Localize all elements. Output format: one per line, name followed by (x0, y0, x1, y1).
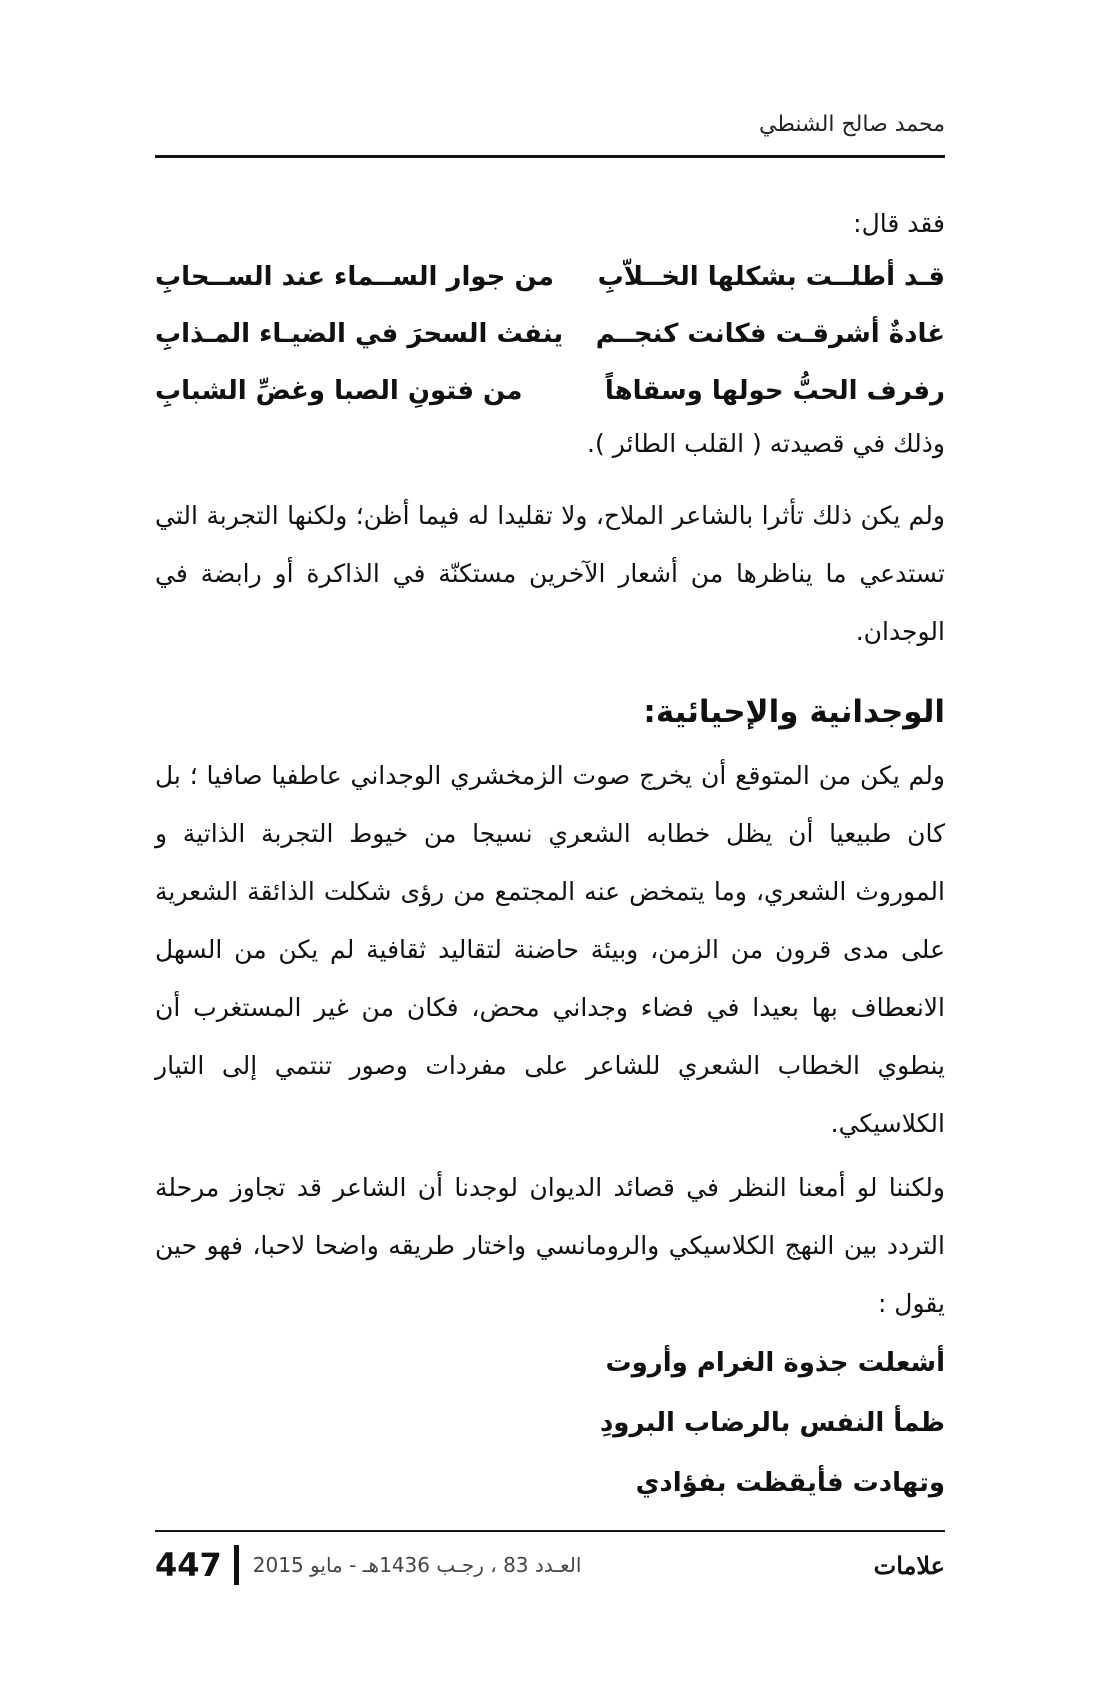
verse-first-hemistich: قـد أطلــت بشكلها الخــلاّبِ (597, 261, 945, 292)
poem-line: ظمأ النفس بالرضاب البرودِ (599, 1408, 945, 1438)
verse-second-hemistich: من جوار الســماء عند الســحابِ (155, 261, 554, 292)
paragraph: ولكننا لو أمعنا النظر في قصائد الديوان لوجدنا أن الشاعر قد تجاوز مرحلة التردد بين النهج الكلاسيكي والرومانسي واختار طريقه واضحا لاحبا، فهو حين يقول : (155, 1173, 945, 1318)
poem-block (155, 1333, 945, 1513)
page-number: 447 (155, 1545, 239, 1585)
issue-info: العـدد 83 ، رجـب 1436هـ - مايو 2015 (252, 1553, 582, 1577)
verse-second-hemistich: ينفث السحرَ في الضيـاء المـذابِ (155, 318, 564, 349)
paragraph: ولم يكن ذلك تأثرا بالشاعر الملاح، ولا تقليدا له فيما أظن؛ ولكنها التجربة التي تستدعي ما يناظرها من أشعار الآخرين مستكنّة في الذاكرة أو رابضة في الوجدان. (155, 501, 945, 646)
header-rule (155, 155, 945, 158)
running-header-author: محمد صالح الشنطي (759, 112, 945, 137)
verse-first-hemistich: رفرف الحبُّ حولها وسقاهاً (604, 375, 945, 406)
section-heading: الوجدانية والإحيائية: (643, 694, 945, 730)
footer-rule (155, 1530, 945, 1532)
intro-line: فقد قال: (853, 209, 945, 238)
journal-logo: علامات (873, 1550, 945, 1580)
verse-second-hemistich: من فتونِ الصبا وغضِّ الشبابِ (155, 375, 523, 406)
poem-line: أشعلت جذوة الغرام وأروت (605, 1348, 945, 1378)
source-note: وذلك في قصيدته ( القلب الطائر ). (587, 429, 945, 458)
poem-line: وتهادت فأيقظت بفؤادي (635, 1468, 945, 1498)
verse-row (155, 248, 945, 305)
verse-row (155, 305, 945, 362)
verse-row (155, 362, 945, 419)
page-body (155, 200, 945, 1513)
verse-first-hemistich: غادةٌ أشرقـت فكانت كنجــم (595, 318, 945, 349)
paragraph: ولم يكن من المتوقع أن يخرج صوت الزمخشري الوجداني عاطفيا صافيا ؛ بل كان طبيعيا أن يظل خطابه الشعري نسيجا من خيوط التجربة الذاتية و الموروث الشعري، وما يتمخض عنه المجتمع من رؤى شكلت الذائقة الشعرية على مدى قرون من الزمن، وبيئة حاضنة لتقاليد ثقافية لم يكن من السهل الانعطاف بها بعيدا في فضاء وجداني محض، فكان من غير المستغرب أن ينطوي الخطاب الشعري للشاعر على مفردات وصور تنتمي إلى التيار الكلاسيكي. (155, 761, 945, 1138)
verse-block (155, 248, 945, 419)
page-footer (155, 1540, 945, 1590)
